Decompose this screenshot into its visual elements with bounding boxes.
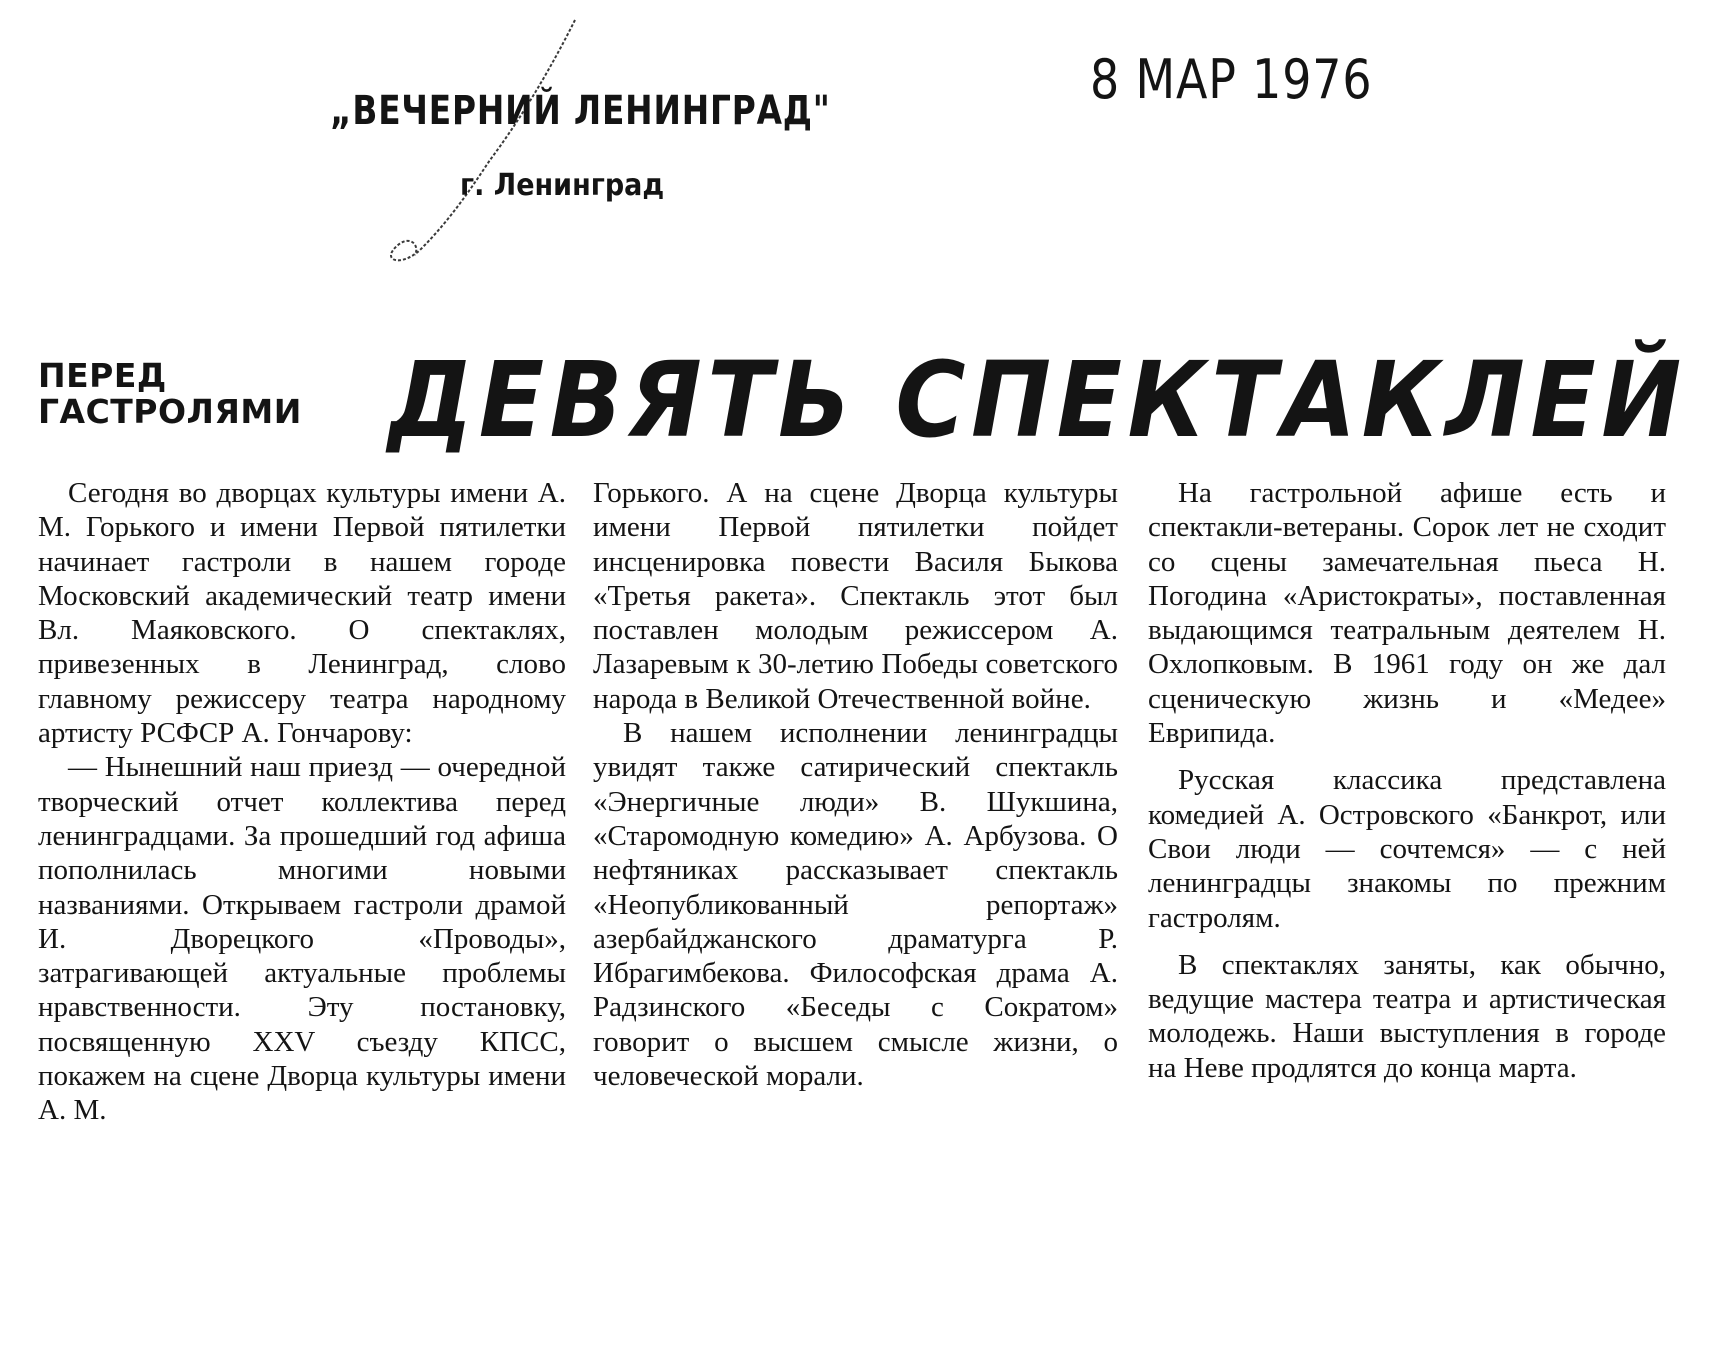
paragraph: Сегодня во дворцах культуры имени А. М. Горького и имени Первой пятилетки начинает гастроли в нашем городе Московский академический театр имени Вл. Маяковского. О спектаклях, привезенных в Ленинград, слово главному режиссеру театра народному артисту РСФСР А. Гончарову: <box>38 477 566 750</box>
paragraph: В нашем исполнении ленинградцы увидят также сатирический спектакль «Энергичные люди» В. Шукшина, «Старомодную комедию» А. Арбузова. О нефтяниках рассказывает спектакль «Неопубликованный репортаж» азербайджанского драматурга Р. Ибрагимбекова. Философская драма А. Радзинского «Беседы с Сократом» говорит о высшем смысле жизни, о человеческой морали. <box>593 717 1118 1093</box>
paragraph: На гастрольной афише есть и спектакли-ветераны. Сорок лет не сходит со сцены замечательная пьеса Н. Погодина «Аристократы», поставленная выдающимся театральным деятелем Н. Охлопковым. В 1961 году он же дал сценическую жизнь и «Медее» Еврипида. <box>1148 477 1666 750</box>
paragraph: Русская классика представлена комедией А. Островского «Банкрот, или Свои люди — сочтемся» — с ней ленинградцы знакомы по прежним гастролям. <box>1148 764 1666 934</box>
paragraph: — Нынешний наш приезд — очередной творческий отчет коллектива перед ленинградцами. За прошедший год афиша пополнилась многими новыми названиями. Открываем гастроли драмой И. Дворецкого «Проводы», затрагивающей актуальные проблемы нравственности. Эту постановку, посвященную XXV съезду КПСС, покажем на сцене Дворца культуры имени А. М. <box>38 751 566 1127</box>
city-stamp: г. Ленинград <box>460 168 665 203</box>
rubric-line-1: ПЕРЕД <box>38 356 167 395</box>
rubric <box>38 358 302 430</box>
paragraph: Горького. А на сцене Дворца культуры имени Первой пятилетки пойдет инсценировка повести Василя Быкова «Третья ракета». Спектакль этот был поставлен молодым режиссером А. Лазаревым к 30-летию Победы советского народа в Великой Отечественной войне. <box>593 477 1118 715</box>
article-column-2 <box>593 476 1118 1093</box>
article-column-3 <box>1148 476 1666 1085</box>
rubric-line-2: ГАСТРОЛЯМИ <box>38 392 302 431</box>
date-stamp: 8 МАР 1976 <box>1090 48 1373 111</box>
newspaper-stamp: „ВЕЧЕРНИЙ ЛЕНИНГРАД" <box>330 88 831 134</box>
headline: ДЕВЯТЬ СПЕКТАКЛЕЙ <box>388 339 1687 461</box>
article-column-1 <box>38 476 566 1128</box>
handwritten-signature <box>380 10 610 270</box>
paragraph: В спектаклях заняты, как обычно, ведущие мастера театра и артистическая молодежь. Наши выступления в городе на Неве продлятся до конца марта. <box>1148 948 1666 1084</box>
